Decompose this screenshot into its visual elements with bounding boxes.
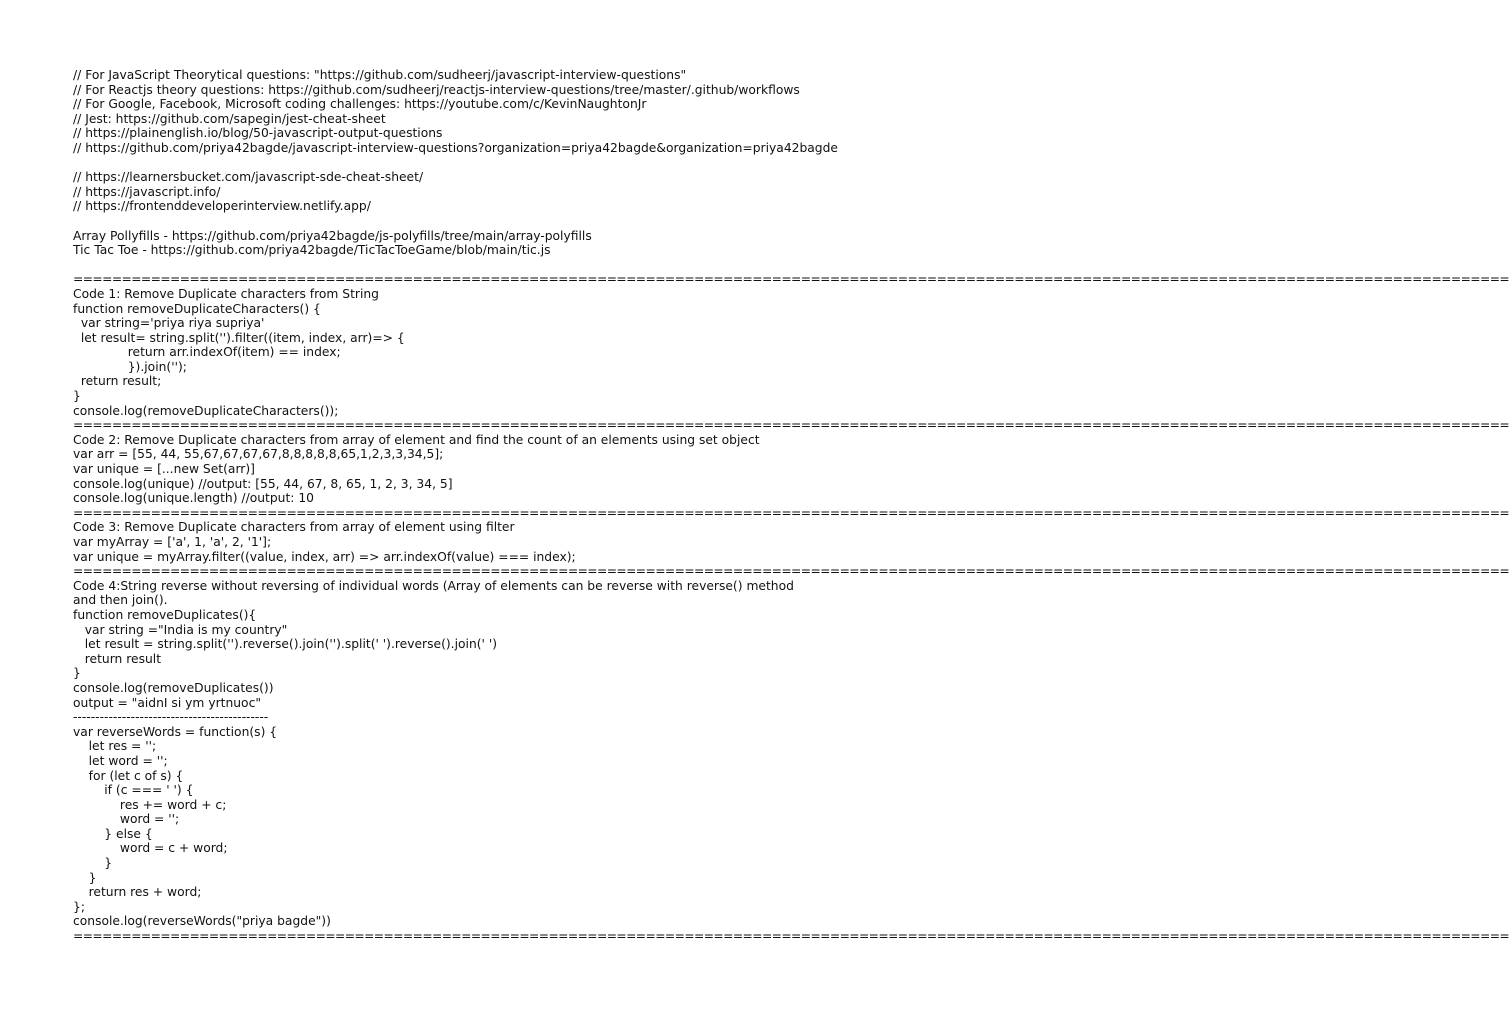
code-line: }	[73, 870, 97, 885]
code-line: console.log(reverseWords("priya bagde"))	[73, 914, 331, 929]
code-line: } else {	[73, 826, 153, 841]
code-line: var arr = [55, 44, 55,67,67,67,67,8,8,8,8,8,65,1,2,3,3,34,5];	[73, 447, 444, 462]
code-line: output = "aidnI si ym yrtnuoc"	[73, 695, 262, 710]
blank-line	[73, 258, 768, 273]
code-line: };	[73, 899, 85, 914]
dash-separator: --------------------------------------------	[73, 710, 269, 725]
section-heading: Code 4:String reverse without reversing of individual words (Array of elements can be reverse with reverse() method	[73, 578, 794, 593]
code-line: for (let c of s) {	[73, 768, 184, 783]
separator-line: ====================================================================================================================================================	[73, 418, 1509, 433]
comment-line: // https://frontenddeveloperinterview.netlify.app/	[73, 199, 371, 214]
document-page	[73, 68, 1509, 944]
blank-line	[73, 214, 768, 229]
comment-line: // https://plainenglish.io/blog/50-javascript-output-questions	[73, 126, 443, 141]
section-heading: Code 1: Remove Duplicate characters from String	[73, 286, 379, 301]
code-line: let result= string.split('').filter((item, index, arr)=> {	[73, 330, 405, 345]
comment-line: // https://github.com/priya42bagde/javascript-interview-questions?organization=priya42bagde&organization=priya42bagde	[73, 140, 838, 155]
comment-line: // https://javascript.info/	[73, 184, 221, 199]
code-line: }).join('');	[73, 359, 187, 374]
code-line: console.log(removeDuplicateCharacters());	[73, 403, 339, 418]
code-line: var string ="India is my country"	[73, 622, 288, 637]
separator-line: ====================================================================================================================================================	[73, 505, 1509, 520]
comment-line: // https://learnersbucket.com/javascript-sde-cheat-sheet/	[73, 170, 424, 185]
comment-line: // For JavaScript Theorytical questions: "https://github.com/sudheerj/javascript-interview-questions"	[73, 68, 687, 82]
code-line: return result	[73, 651, 162, 666]
code-line: console.log(unique.length) //output: 10	[73, 491, 314, 506]
separator-line: ====================================================================================================================================================	[73, 272, 1509, 287]
code-line: return arr.indexOf(item) == index;	[73, 345, 341, 360]
section-heading: Code 2: Remove Duplicate characters from array of element and find the count of an elements using set object	[73, 432, 760, 447]
section-heading: Code 3: Remove Duplicate characters from array of element using filter	[73, 520, 515, 535]
code-line: return res + word;	[73, 885, 202, 900]
code-line: let res = '';	[73, 739, 157, 754]
code-line: res += word + c;	[73, 797, 227, 812]
code-line: var myArray = ['a', 1, 'a', 2, '1'];	[73, 535, 272, 549]
code-line: console.log(unique) //output: [55, 44, 67, 8, 65, 1, 2, 3, 34, 5]	[73, 476, 453, 491]
text-line: Array Pollyfills - https://github.com/priya42bagde/js-polyfills/tree/main/array-polyfills	[73, 228, 592, 243]
code-line: var string='priya riya supriya'	[73, 316, 265, 331]
code-line: }	[73, 666, 81, 681]
code-line: return result;	[73, 374, 162, 389]
code-line: var unique = myArray.filter((value, index, arr) => arr.indexOf(value) === index);	[73, 549, 576, 564]
code-line: let result = string.split('').reverse().join('').split(' ').reverse().join(' ')	[73, 637, 498, 652]
comment-line: // For Google, Facebook, Microsoft coding challenges: https://youtube.com/c/KevinNaughtonJr	[73, 97, 647, 112]
blank-line	[73, 156, 768, 171]
code-line: word = '';	[73, 812, 180, 827]
comment-line: // For Reactjs theory questions: https://github.com/sudheerj/reactjs-interview-questions/tree/master/.github/workflows	[73, 82, 800, 97]
separator-line: ====================================================================================================================================================	[73, 564, 1509, 579]
separator-line: ====================================================================================================================================================	[73, 929, 1509, 944]
code-line: function removeDuplicateCharacters() {	[73, 301, 321, 316]
section-heading-continued: and then join().	[73, 593, 168, 608]
code-line: var unique = [...new Set(arr)]	[73, 462, 255, 477]
code-line: function removeDuplicates(){	[73, 607, 257, 622]
comment-line: // Jest: https://github.com/sapegin/jest-cheat-sheet	[73, 111, 386, 126]
code-line: }	[73, 389, 81, 404]
text-line: Tic Tac Toe - https://github.com/priya42bagde/TicTacToeGame/blob/main/tic.js	[73, 243, 551, 258]
code-line: let word = '';	[73, 753, 168, 768]
code-line: console.log(removeDuplicates())	[73, 680, 274, 695]
code-line: var reverseWords = function(s) {	[73, 724, 278, 739]
code-line: if (c === ' ') {	[73, 783, 194, 798]
code-line: word = c + word;	[73, 841, 228, 856]
code-line: }	[73, 856, 113, 871]
